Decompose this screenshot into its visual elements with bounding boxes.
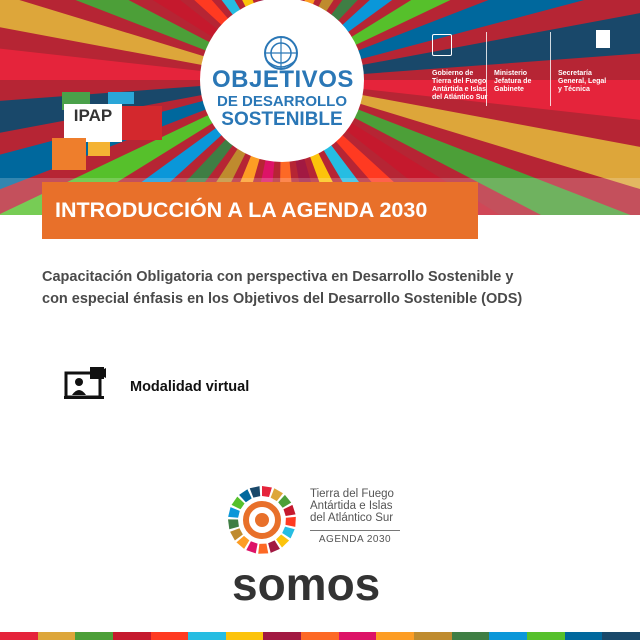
description-line2: con especial énfasis en los Objetivos del Desarrollo Sostenible (ODS): [42, 291, 523, 307]
ring-segment: [258, 544, 268, 554]
ring-segment: [262, 486, 272, 497]
government-col-3: Secretaría General, Legal y Técnica: [558, 70, 607, 93]
stripe-segment: [113, 632, 151, 640]
ring-segment: [228, 519, 239, 529]
ipap-label: IPAP: [64, 104, 122, 128]
stripe-segment: [0, 632, 38, 640]
sdg-color-stripe: [0, 632, 640, 640]
ring-segment: [228, 507, 240, 518]
somos-logo: [232, 558, 412, 610]
government-col-2: Ministerio Jefatura de Gabinete: [494, 70, 532, 93]
stripe-segment: [38, 632, 76, 640]
ring-segment: [283, 505, 295, 516]
logo-line2: Antártida e Islas: [310, 500, 393, 512]
stripe-segment: [452, 632, 490, 640]
ods-title-line1: OBJETIVOS: [212, 66, 354, 93]
stripe-segment: [527, 632, 565, 640]
province-crest-icon: [432, 34, 452, 56]
logo-line1: Tierra del Fuego: [310, 488, 394, 500]
ods-title-line2: DE DESARROLLO: [216, 93, 347, 110]
ring-segment: [246, 541, 257, 553]
stripe-segment: [75, 632, 113, 640]
ring-segment: [276, 534, 289, 547]
stripe-segment: [602, 632, 640, 640]
stripe-segment: [565, 632, 603, 640]
stripe-segment: [188, 632, 226, 640]
stripe-segment: [376, 632, 414, 640]
logo-line3: del Atlántico Sur: [310, 512, 394, 524]
stripe-segment: [414, 632, 452, 640]
government-logo: [426, 30, 612, 110]
stripe-segment: [339, 632, 377, 640]
ipap-logo: [52, 92, 164, 170]
somos-wordmark: somos: [232, 558, 381, 610]
page-corner-icon: [596, 30, 610, 48]
government-col-1: Gobierno de Tierra del Fuego Antártida e Islas del Atlántico Sur: [432, 70, 488, 101]
ods-title-line3: SOSTENIBLE: [221, 109, 343, 130]
sdg-ring-icon: [226, 484, 298, 556]
ring-segment: [286, 517, 296, 527]
ods-title: [212, 68, 352, 129]
ring-segment: [250, 486, 261, 498]
stripe-segment: [151, 632, 189, 640]
description-line1: Capacitación Obligatoria con perspectiva en Desarrollo Sostenible y: [42, 269, 514, 285]
virtual-class-icon: [64, 365, 106, 400]
page-title: INTRODUCCIÓN A LA AGENDA 2030: [42, 182, 478, 239]
stripe-segment: [226, 632, 264, 640]
logo-agenda: AGENDA 2030: [310, 530, 400, 546]
ring-segment: [268, 540, 280, 552]
course-description: [42, 266, 602, 310]
agenda-logo-text: [310, 488, 400, 546]
modality-label: Modalidad virtual: [130, 379, 250, 395]
stripe-segment: [301, 632, 339, 640]
stripe-segment: [263, 632, 301, 640]
stripe-segment: [489, 632, 527, 640]
